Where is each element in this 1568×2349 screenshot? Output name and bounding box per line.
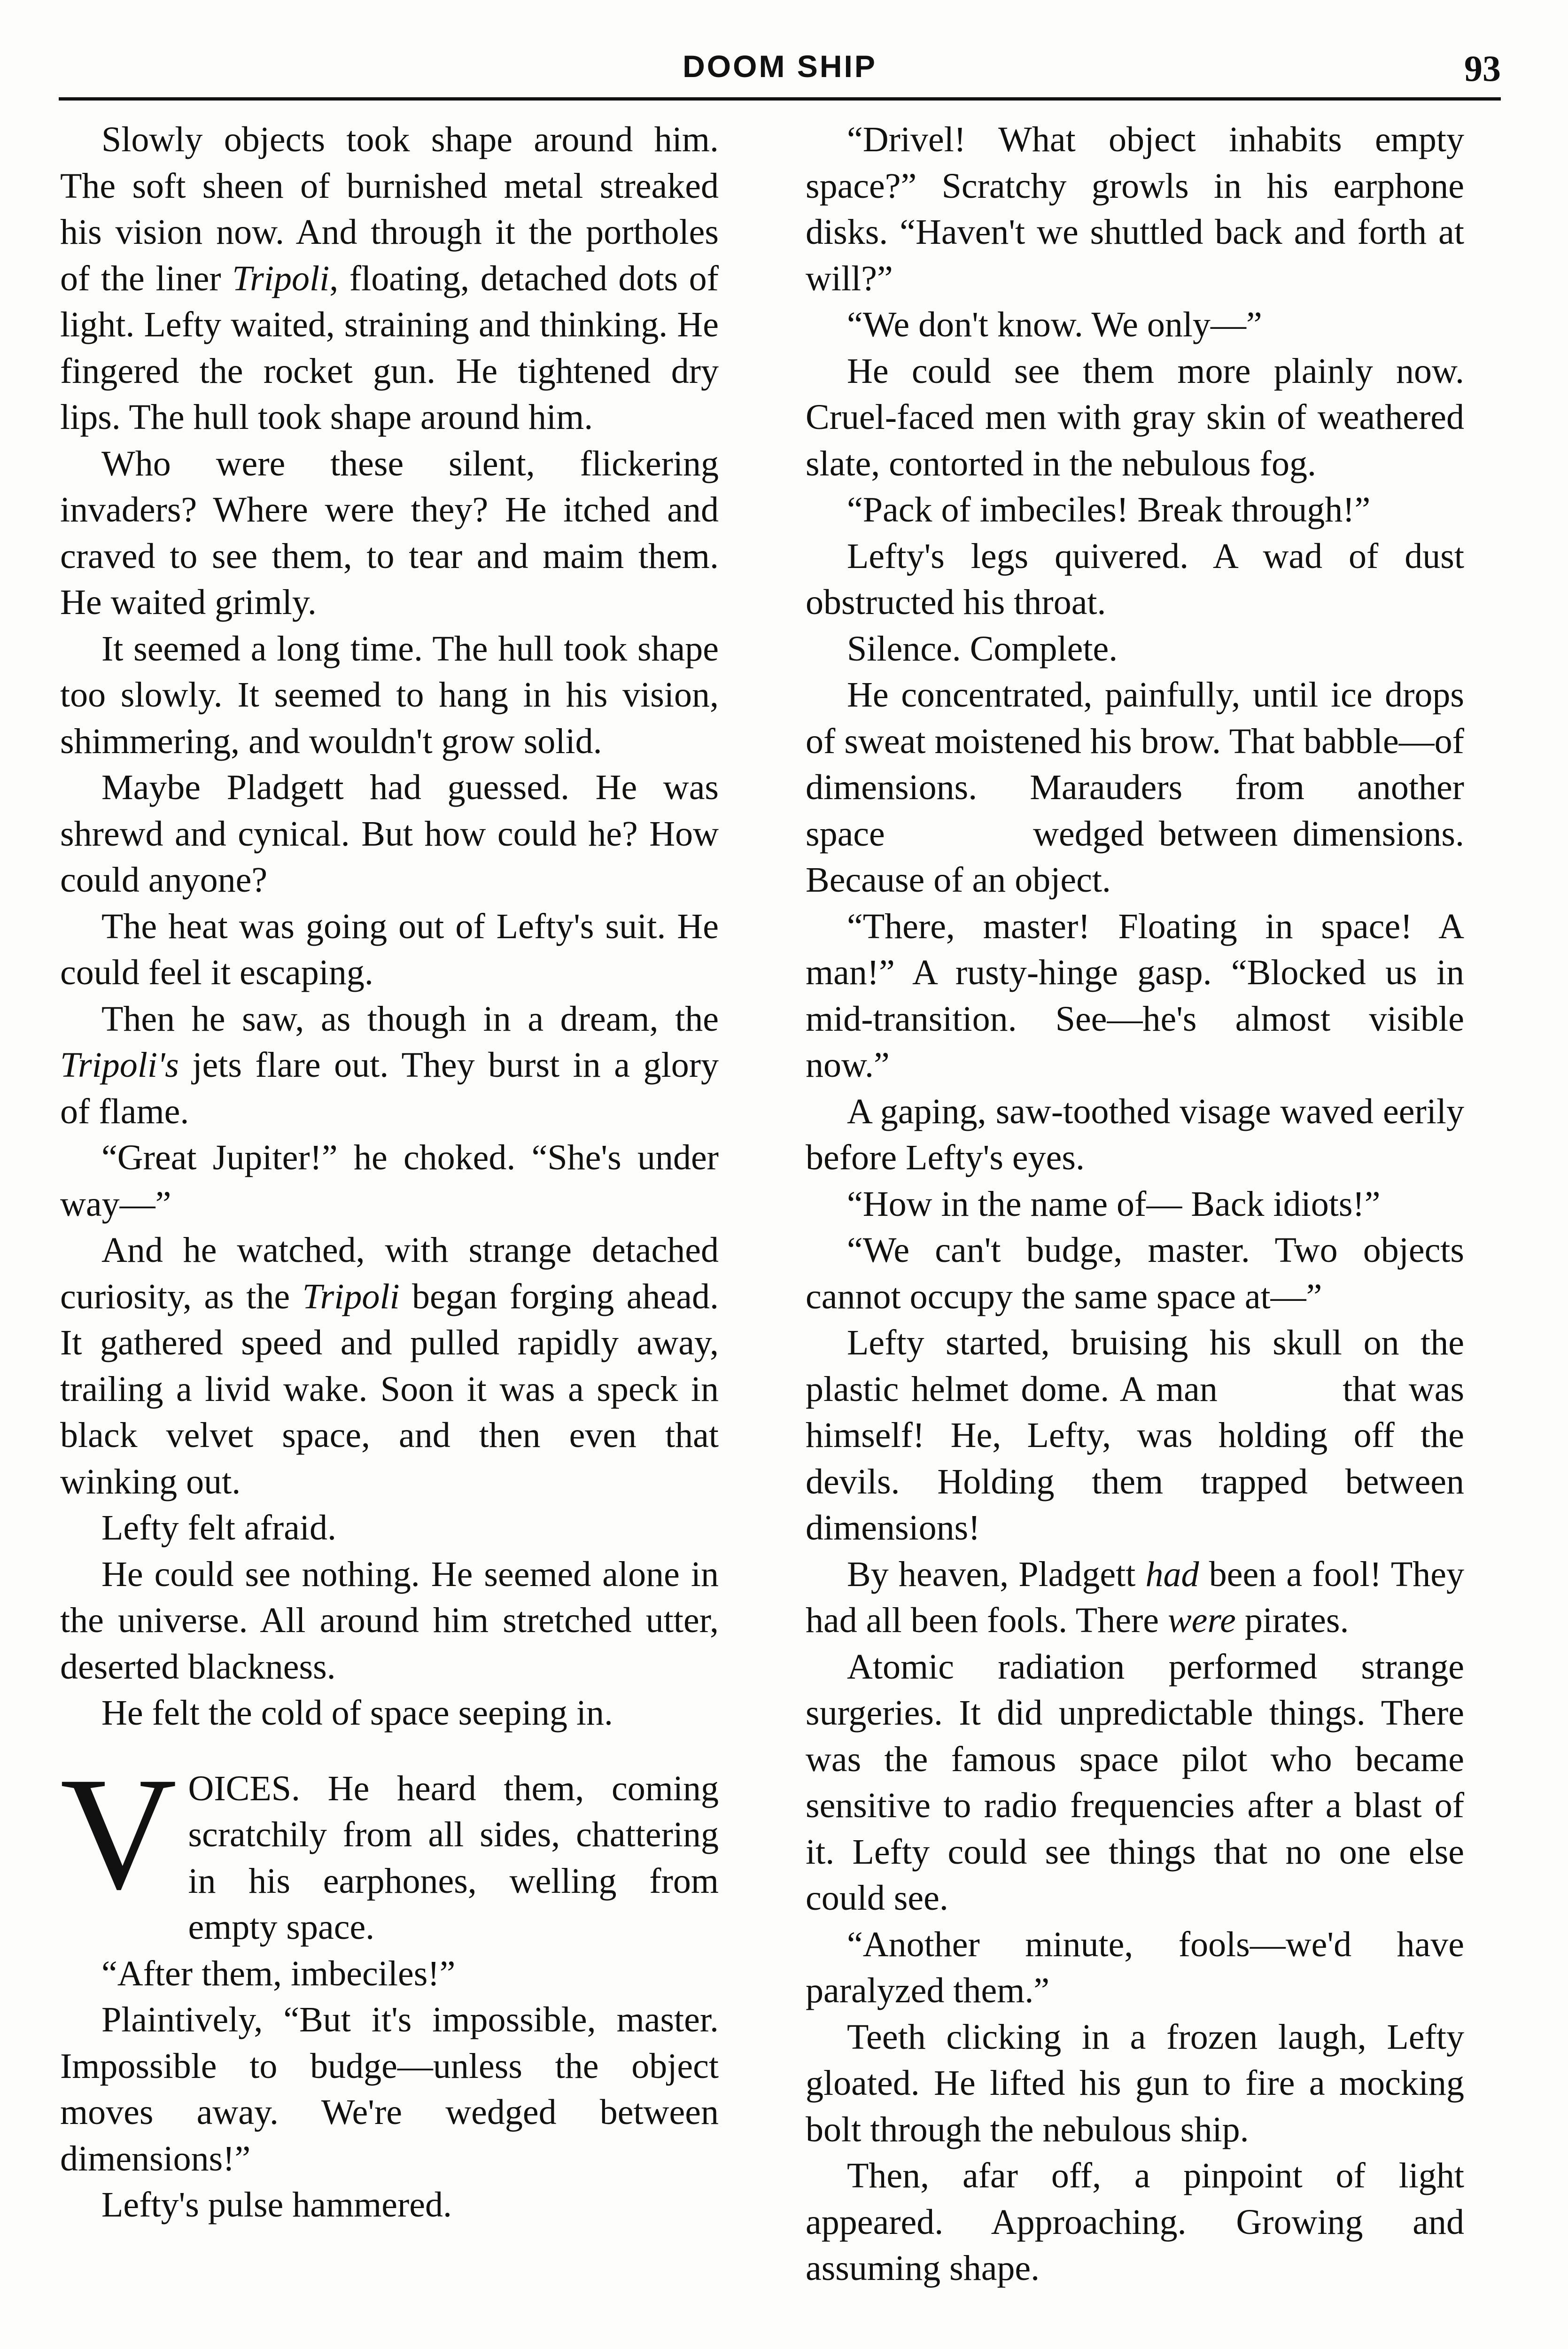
paragraph-text: been a fool! They had all been fools. There: [806, 1554, 1464, 1640]
paragraph-text: wedged between dimensions. Because of an object.: [806, 814, 1465, 900]
paragraph: Lefty's legs quivered. A wad of dust obstructed his throat.: [806, 536, 1464, 622]
drop-cap-paragraph-text: OICES. He heard them, coming scratchily from all sides, chattering in his earphones, welling from empty space.: [188, 1768, 719, 1947]
page-number: 93: [1464, 48, 1501, 89]
left-column: [60, 117, 719, 2228]
paragraph: [806, 1320, 1464, 1551]
paragraph: “Great Jupiter!” he choked. “She's under way—”: [60, 1138, 719, 1224]
paragraph: Silence. Complete.: [847, 629, 1118, 669]
paragraph-text: that was himself! He, Lefty, was holding off the devils. Holding them trapped between dimensions!: [806, 1369, 1465, 1548]
paragraph: Lefty felt afraid.: [101, 1508, 337, 1548]
paragraph: Who were these silent, flickering invaders? Where were they? He itched and craved to see them, to tear and maim them. He waited grimly.: [60, 443, 719, 622]
drop-cap-paragraph: [60, 1743, 719, 1951]
ship-name: Tripoli: [302, 1276, 400, 1316]
paragraph: It seemed a long time. The hull took shape too slowly. It seemed to hang in his vision, shimmering, and wouldn't grow solid.: [60, 629, 719, 761]
ship-name: Tripoli: [232, 258, 330, 298]
paragraph: Atomic radiation performed strange surgeries. It did unpredictable things. There was the famous space pilot who became sensitive to radio frequencies after a blast of it. Lefty could see things that no one else could see.: [806, 1647, 1464, 1918]
paragraph: Slowly objects took shape around him. The soft sheen of burnished metal streaked his vision now. And through it the portholes of the liner Tripoli, floating, detached dots of light. Lefty waited, straining and thinking. He fingered the rocket gun. He tightened dry lips. The hull took shape around him.: [60, 120, 719, 437]
paragraph: Then, afar off, a pinpoint of light appeared. Approaching. Growing and assuming shape.: [806, 2156, 1464, 2288]
left-paragraphs-after: [60, 1951, 719, 2228]
paragraph: “Pack of imbeciles! Break through!”: [847, 490, 1371, 529]
paragraph: The heat was going out of Lefty's suit. He could feel it escaping.: [60, 906, 719, 992]
paragraph-text: By heaven, Pladgett: [847, 1554, 1146, 1594]
paragraph: “Drivel! What object inhabits empty space?” Scratchy growls in his earphone disks. “Haven't we shuttled back and forth at will?”: [806, 120, 1464, 298]
paragraph: [806, 672, 1464, 903]
paragraph-text: He concentrated, painfully, until ice drops of sweat moistened his brow. That babble—of dimensions. Marauders from another space: [806, 675, 1464, 854]
emphasis: had: [1145, 1554, 1199, 1594]
paragraph: Lefty's pulse hammered.: [101, 2185, 452, 2225]
right-column: [806, 117, 1464, 2292]
paragraph: And he watched, with strange detached curiosity, as the Tripoli began forging ahead. It gathered speed and pulled rapidly away, trailing a livid wake. Soon it was a speck in black velvet space, and then even that winking out.: [60, 1230, 719, 1501]
paragraph-text: pirates.: [1235, 1601, 1349, 1640]
paragraph: “We don't know. We only—”: [847, 305, 1262, 344]
paragraph: “Another minute, fools—we'd have paralyzed them.”: [806, 1924, 1464, 2010]
paragraph: A gaping, saw-toothed visage waved eerily before Lefty's eyes.: [806, 1091, 1464, 1177]
paragraph: Plaintively, “But it's impossible, master. Impossible to budge—unless the object moves away. We're wedged between dimensions!”: [60, 2000, 719, 2178]
paragraph: “There, master! Floating in space! A man!” A rusty-hinge gasp. “Blocked us in mid-transition. See—he's almost visible now.”: [806, 906, 1464, 1085]
paragraph: He felt the cold of space seeping in.: [101, 1693, 613, 1733]
left-paragraphs: [60, 117, 719, 1736]
running-head: DOOM SHIP: [683, 49, 877, 84]
ship-name: Tripoli's: [60, 1045, 179, 1085]
paragraph: “After them, imbeciles!”: [101, 1953, 456, 1993]
paragraph: [806, 1551, 1464, 1644]
paragraph-text: Lefty started, bruising his skull on the plastic helmet dome. A man: [806, 1323, 1464, 1409]
paragraph: “We can't budge, master. Two objects cannot occupy the same space at—”: [806, 1230, 1464, 1316]
paragraph: Then he saw, as though in a dream, the Tripoli's jets flare out. They burst in a glory of flame.: [60, 999, 719, 1131]
paragraph: Maybe Pladgett had guessed. He was shrewd and cynical. But how could he? How could anyone?: [60, 768, 719, 900]
paragraph: “How in the name of— Back idiots!”: [847, 1184, 1381, 1224]
emphasis: were: [1167, 1601, 1236, 1640]
page-header: [59, 45, 1501, 101]
paragraph: Teeth clicking in a frozen laugh, Lefty gloated. He lifted his gun to fire a mocking bolt through the nebulous ship.: [806, 2017, 1464, 2149]
drop-cap: V: [60, 1743, 177, 1923]
paragraph: He could see them more plainly now. Cruel-faced men with gray skin of weathered slate, contorted in the nebulous fog.: [806, 351, 1464, 483]
paragraph: He could see nothing. He seemed alone in the universe. All around him stretched utter, deserted blackness.: [60, 1554, 719, 1687]
